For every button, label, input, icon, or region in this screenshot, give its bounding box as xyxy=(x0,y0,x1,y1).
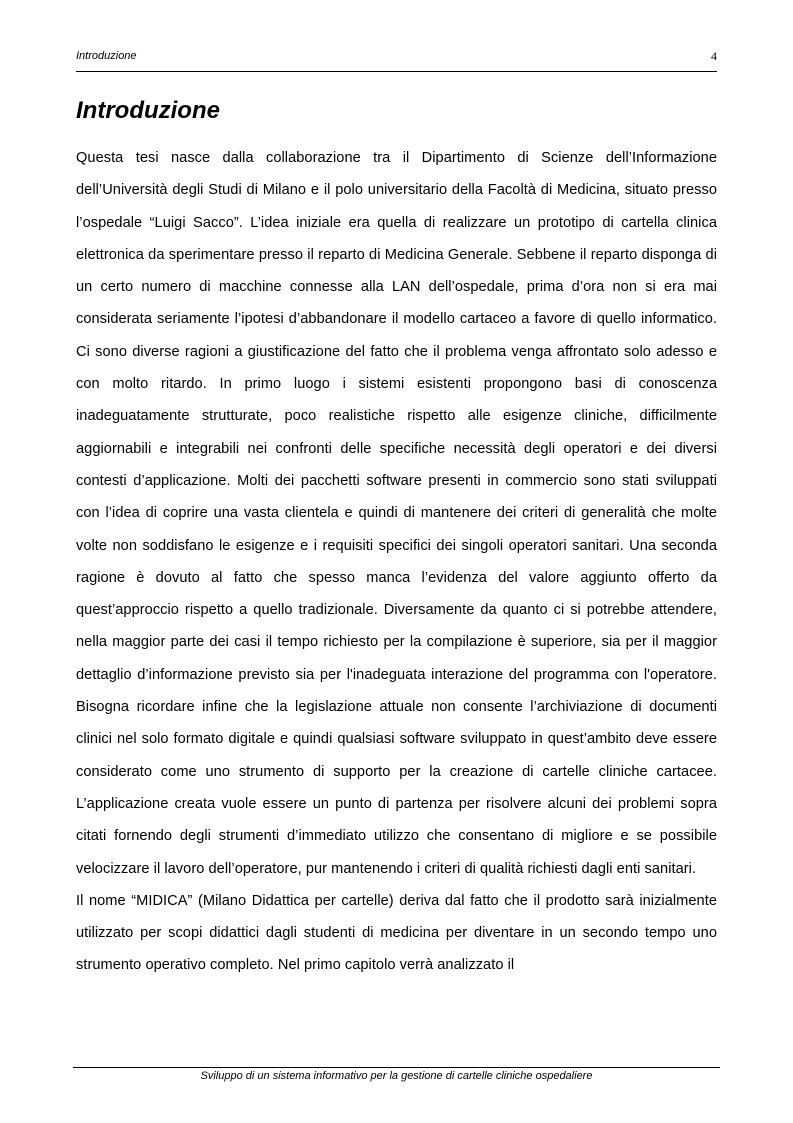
page-number: 4 xyxy=(711,49,717,63)
page-footer: Sviluppo di un sistema informativo per la gestione di cartelle cliniche ospedaliere xyxy=(200,1070,593,1082)
body-text xyxy=(76,142,717,982)
chapter-title: Introduzione xyxy=(76,97,220,124)
page-header xyxy=(76,48,717,64)
paragraph-midica: Il nome “MIDICA” (Milano Didattica per cartelle) deriva dal fatto che il prodotto sarà inizialmente utilizzato per scopi didattici dagli studenti di medicina per diventare in un secondo tempo uno strumento operativo completo. Nel primo capitolo verrà analizzato il xyxy=(76,892,717,974)
running-head: Introduzione xyxy=(76,50,137,62)
paragraph-intro: Questa tesi nasce dalla collaborazione tra il Dipartimento di Scienze dell’Informazione dell’Università degli Studi di Milano e il polo universitario della Facoltà di Medicina, situato presso l’ospedale “Luigi Sacco”. L’idea iniziale era quella di realizzare un prototipo di cartella clinica elettronica da sperimentare presso il reparto di Medicina Generale. Sebbene il reparto disponga di un certo numero di macchine connesse alla LAN dell’ospedale, prima d’ora non si era mai considerata seriamente l’ipotesi d’abbandonare il modello cartaceo a favore di quello informatico. Ci sono diverse ragioni a giustificazione del fatto che il problema venga affrontato solo adesso e con molto ritardo. In primo luogo i sistemi esistenti propongono basi di conoscenza inadeguatamente strutturate, poco realistiche rispetto alle esigenze cliniche, difficilmente aggiornabili e integrabili nei confronti delle specifiche necessità degli operatori e dei diversi contesti d’applicazione. Molti dei pacchetti software presenti in commercio sono stati sviluppati con l’idea di coprire una vasta clientela e quindi di mantenere dei criteri di generalità che molte volte non soddisfano le esigenze e i requisiti specifici dei singoli operatori sanitari. Una seconda ragione è dovuto al fatto che spesso manca l’evidenza del valore aggiunto offerto da quest’approccio rispetto a quello tradizionale. Diversamente da quanto ci si potrebbe attendere, nella maggior parte dei casi il tempo richiesto per la compilazione è superiore, sia per il maggior dettaglio d’informazione previsto sia per l'inadeguata interazione del programma con l'operatore. Bisogna ricordare infine che la legislazione attuale non consente l’archiviazione di documenti clinici nel solo formato digitale e quindi qualsiasi software sviluppato in quest’ambito deve essere considerato come uno strumento di supporto per la creazione di cartelle cliniche cartacee. L’applicazione creata vuole essere un punto di partenza per risolvere alcuni dei problemi sopra citati fornendo degli strumenti d’immediato utilizzo che consentano di migliore e se possibile velocizzare il lavoro dell’operatore, pur mantenendo i criteri di qualità richiesti dagli enti sanitari. xyxy=(76,150,717,877)
header-divider xyxy=(76,71,717,72)
